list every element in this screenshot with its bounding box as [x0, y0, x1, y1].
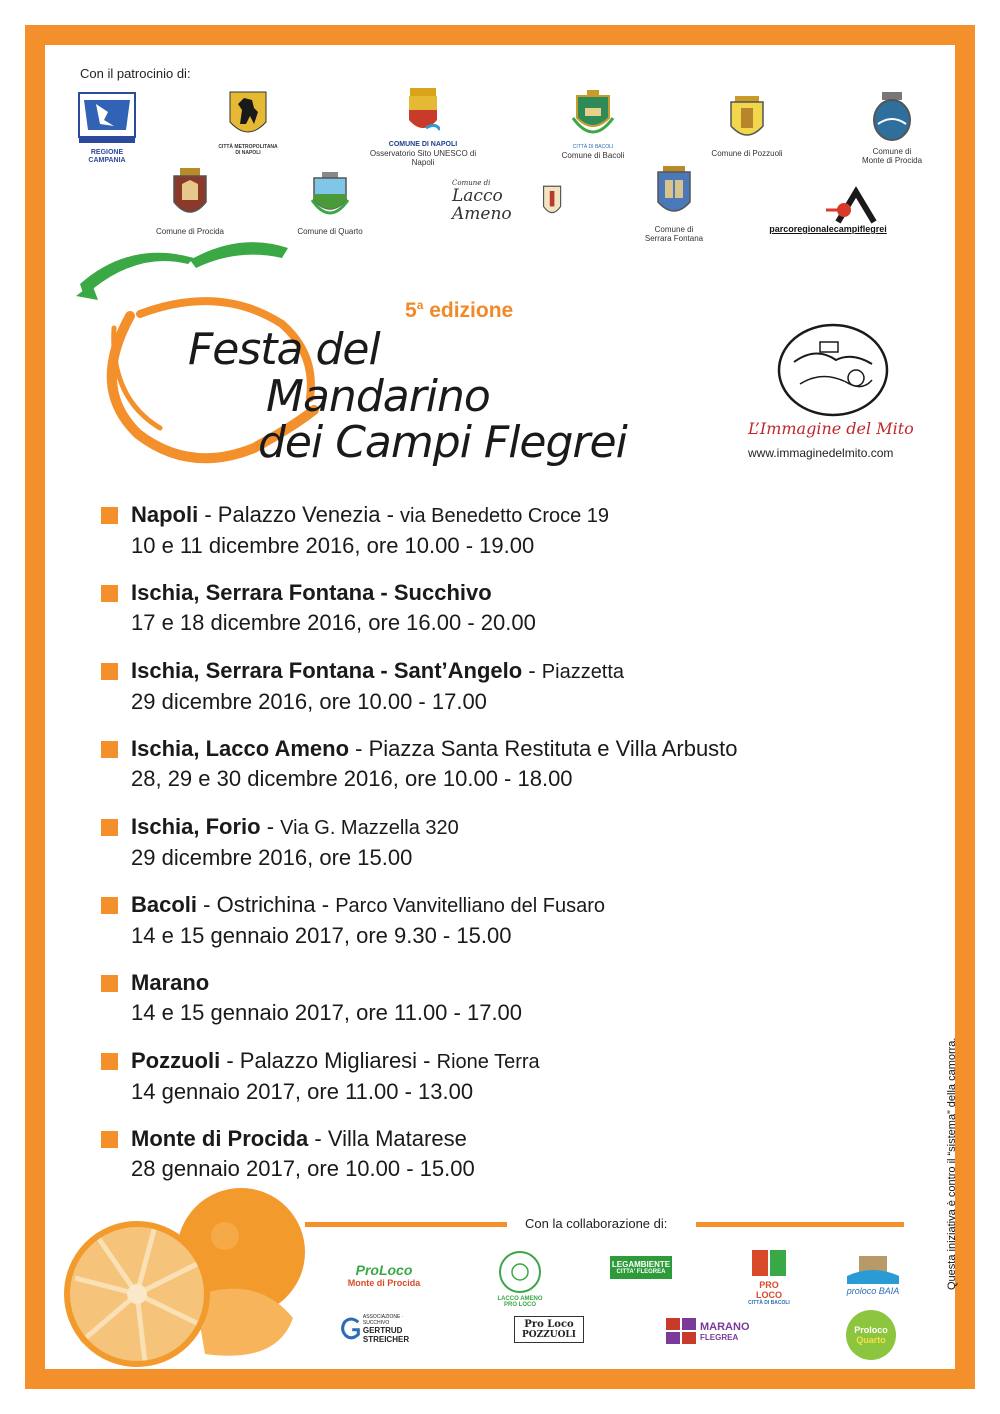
- orange-square-bullet-icon: [101, 819, 118, 836]
- patronage-label: Con il patrocinio di:: [80, 66, 191, 81]
- event-item-succhivo: Ischia, Serrara Fontana - Succhivo 17 e 18 dicembre 2016, ore 16.00 - 20.00: [98, 578, 898, 656]
- bacoli-crest-icon: [571, 88, 615, 140]
- comune-napoli-logo: COMUNE DI NAPOLI Osservatorio Sito UNESCO di Napoli: [358, 86, 488, 168]
- event-item-marano: Marano 14 e 15 gennaio 2017, ore 11.00 - 17.00: [98, 968, 898, 1046]
- event-item-santangelo: Ischia, Serrara Fontana - Sant’Angelo - Piazzetta 29 dicembre 2016, ore 10.00 - 17.00: [98, 656, 898, 734]
- quarto-crest-icon: [310, 170, 350, 222]
- event-item-pozzuoli: Pozzuoli - Palazzo Migliaresi - Rione Terra 14 gennaio 2017, ore 11.00 - 13.00: [98, 1046, 898, 1124]
- sponsor-proloco-monte-di-procida: ProLoco Monte di Procida: [347, 1262, 421, 1288]
- citta-metropolitana-logo: CITTÀ METROPOLITANA DI NAPOLI: [218, 90, 278, 157]
- orange-square-bullet-icon: [101, 741, 118, 758]
- lacco-ameno-roundel-icon: [498, 1250, 542, 1294]
- comune-procida-logo: Comune di Procida: [150, 166, 230, 236]
- bacoli-proloco-icon: [750, 1248, 788, 1278]
- orange-square-bullet-icon: [101, 663, 118, 680]
- parco-campi-flegrei-logo: parcoregionalecampiflegrei: [758, 186, 898, 234]
- orange-square-bullet-icon: [101, 507, 118, 524]
- procida-crest-icon: [170, 166, 210, 222]
- title-line-3: dei Campi Flegrei: [258, 417, 627, 468]
- napoli-crest-icon: [406, 86, 440, 136]
- sponsor-gertrud-streicher: ASSOCIAZIONE · SUCCHIVO GERTRUD STREICHER: [340, 1312, 430, 1346]
- events-list: [98, 500, 898, 1202]
- gertrud-streicher-icon: [340, 1312, 363, 1346]
- sponsor-legambiente: LEGAMBIENTE CITTA' FLEGREA: [610, 1256, 672, 1279]
- collaboration-label: Con la collaborazione di:: [525, 1216, 668, 1231]
- comune-pozzuoli-logo: Comune di Pozzuoli: [704, 94, 790, 158]
- orange-square-bullet-icon: [101, 975, 118, 992]
- comune-lacco-ameno-logo: Comune di Lacco Ameno: [452, 178, 562, 224]
- orange-square-bullet-icon: [101, 897, 118, 914]
- comune-bacoli-logo: CITTÀ DI BACOLI Comune di Bacoli: [556, 88, 630, 160]
- title-line-1: Festa del: [188, 324, 380, 375]
- orange-square-bullet-icon: [101, 585, 118, 602]
- sponsor-proloco-marano: MARANO FLEGREA: [666, 1318, 762, 1344]
- monte-di-procida-crest-icon: [870, 90, 914, 142]
- event-item-monte-di-procida: Monte di Procida - Villa Matarese 28 gennaio 2017, ore 10.00 - 15.00: [98, 1124, 898, 1202]
- comune-serrara-fontana-logo: Comune di Serrara Fontana: [634, 164, 714, 244]
- marano-tiles-icon: [666, 1318, 696, 1344]
- regione-campania-crest-icon: [78, 92, 136, 144]
- event-item-napoli: Napoli - Palazzo Venezia - via Benedetto Croce 19 10 e 11 dicembre 2016, ore 10.00 - 19.00: [98, 500, 898, 578]
- organizer-url[interactable]: www.immaginedelmito.com: [748, 446, 894, 460]
- organizer-name: L’Immagine del Mito: [748, 419, 914, 438]
- parco-logo-icon: [818, 186, 878, 224]
- sponsor-proloco-quarto: Proloco Quarto: [846, 1310, 896, 1360]
- comune-monte-di-procida-logo: Comune di Monte di Procida: [852, 90, 932, 166]
- orange-square-bullet-icon: [101, 1053, 118, 1070]
- event-item-bacoli: Bacoli - Ostrichina - Parco Vanvitelliano del Fusaro 14 e 15 gennaio 2017, ore 9.30 - 15.00: [98, 890, 898, 968]
- event-item-lacco-ameno: Ischia, Lacco Ameno - Piazza Santa Restituta e Villa Arbusto 28, 29 e 30 dicembre 2016, ore 10.00 - 18.00: [98, 734, 898, 812]
- comune-quarto-logo: Comune di Quarto: [294, 170, 366, 236]
- collab-divider-left: [305, 1222, 507, 1227]
- horse-crest-icon: [228, 90, 268, 140]
- sponsor-proloco-baia: proloco BAIA: [842, 1250, 904, 1296]
- pozzuoli-crest-icon: [727, 94, 767, 144]
- sponsor-proloco-bacoli: PRO LOCO CITTÀ DI BACOLI: [746, 1248, 792, 1306]
- lacco-ameno-crest-icon: [542, 178, 562, 224]
- regione-campania-logo: REGIONE CAMPANIA: [72, 92, 142, 165]
- edition-label: 5$^a$ edizione: [405, 298, 514, 322]
- side-note-vertical: Questa iniziativa è contro il “sistema” della camorra.: [946, 1037, 958, 1290]
- event-item-forio: Ischia, Forio - Via G. Mazzella 320 29 dicembre 2016, ore 15.00: [98, 812, 898, 890]
- title-line-2: Mandarino: [266, 371, 490, 422]
- orange-square-bullet-icon: [101, 1131, 118, 1148]
- serrara-fontana-crest-icon: [655, 164, 693, 220]
- mandarin-photo-illustration: [45, 1178, 307, 1370]
- immagine-del-mito-emblem-icon: [776, 322, 890, 418]
- collab-divider-right: [696, 1222, 904, 1227]
- sponsor-proloco-lacco-ameno: LACCO AMENO PRO LOCO: [490, 1250, 550, 1308]
- sponsor-proloco-pozzuoli: Pro Loco POZZUOLI: [514, 1316, 584, 1343]
- baia-castle-icon: [845, 1250, 901, 1284]
